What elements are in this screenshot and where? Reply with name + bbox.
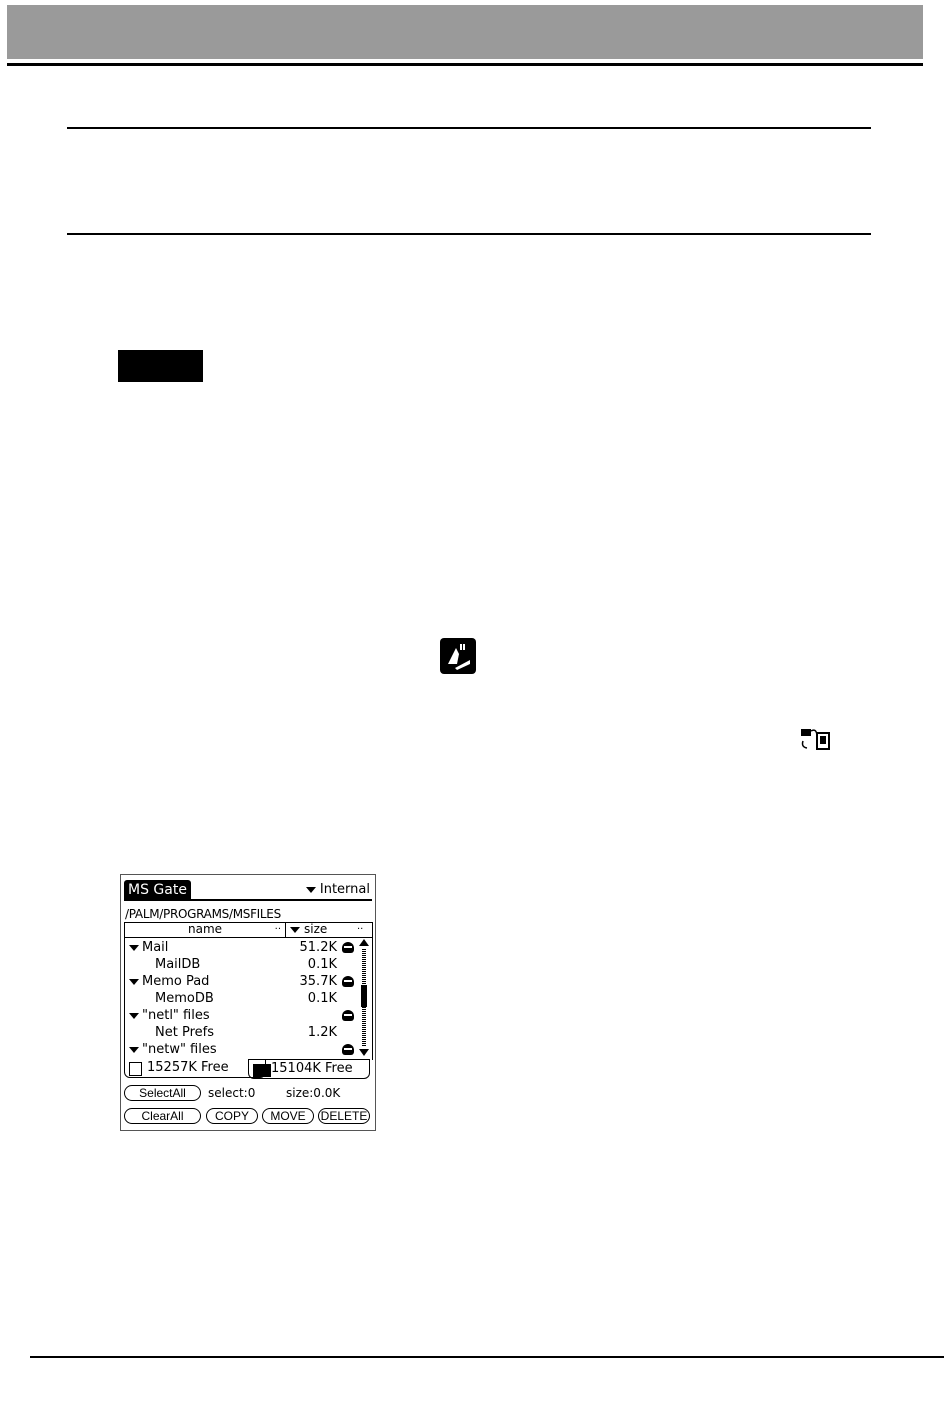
list-scrollbar[interactable]	[359, 939, 370, 1057]
name-column-header[interactable]	[125, 923, 286, 937]
expand-triangle-icon[interactable]	[129, 1047, 139, 1053]
clear-all-button[interactable]: ClearAll	[124, 1108, 201, 1124]
item-size: 0.1K	[307, 957, 337, 972]
copy-button[interactable]: COPY	[206, 1108, 258, 1124]
device-label: Internal	[319, 882, 370, 897]
size-column-header[interactable]	[287, 921, 364, 937]
list-item[interactable]	[125, 990, 357, 1007]
database-icon	[342, 976, 354, 987]
title-bar	[124, 880, 372, 902]
file-list	[124, 922, 373, 1060]
ms-gate-screenshot	[120, 874, 376, 1131]
device-selector[interactable]	[306, 882, 370, 897]
scroll-down-arrow-icon[interactable]	[359, 1049, 369, 1056]
database-icon	[342, 1044, 354, 1055]
item-size: 1.2K	[307, 1025, 337, 1040]
item-name: Mail	[142, 940, 169, 955]
item-name: "netl" files	[142, 1008, 210, 1023]
list-item[interactable]	[125, 1041, 357, 1058]
list-item[interactable]	[125, 1024, 357, 1041]
title-underline	[124, 899, 372, 901]
item-size: 0.1K	[307, 991, 337, 1006]
item-name: "netw" files	[142, 1042, 217, 1057]
dropdown-triangle-icon	[306, 887, 316, 893]
scroll-up-arrow-icon[interactable]	[359, 939, 369, 946]
item-size: 51.2K	[299, 940, 337, 955]
item-name: Memo Pad	[142, 974, 210, 989]
memory-stick-icon	[253, 1064, 271, 1077]
list-item[interactable]	[125, 939, 357, 956]
footer-rule	[30, 1356, 944, 1358]
folder-path: /PALM/PROGRAMS/MSFILES	[125, 907, 281, 921]
delete-button[interactable]: DELETE	[318, 1108, 370, 1124]
ms-gate-app-icon	[440, 638, 476, 674]
handheld-icon	[129, 1062, 142, 1076]
column-header	[125, 923, 372, 938]
name-column-label: name	[187, 922, 223, 936]
list-item[interactable]	[125, 1007, 357, 1024]
header-rule	[7, 63, 923, 66]
scroll-thumb[interactable]	[361, 985, 367, 1007]
move-button[interactable]: MOVE	[262, 1108, 314, 1124]
header-band	[7, 5, 923, 59]
select-count: select:0	[208, 1086, 256, 1100]
hotsync-icon	[799, 727, 831, 751]
card-free-label: 15104K Free	[271, 1061, 353, 1076]
database-icon	[342, 1010, 354, 1021]
internal-free-label: 15257K Free	[147, 1060, 229, 1075]
item-name: MailDB	[155, 957, 201, 972]
expand-triangle-icon[interactable]	[129, 979, 139, 985]
expand-triangle-icon[interactable]	[129, 1013, 139, 1019]
list-item[interactable]	[125, 973, 357, 990]
item-size: 35.7K	[299, 974, 337, 989]
expand-triangle-icon[interactable]	[129, 945, 139, 951]
list-item[interactable]	[125, 956, 357, 973]
section-rule-top	[67, 127, 871, 129]
memory-stick-tab[interactable]	[248, 1059, 370, 1079]
item-name: MemoDB	[155, 991, 214, 1006]
database-icon	[342, 942, 354, 953]
file-rows	[125, 939, 357, 1058]
internal-storage-tab[interactable]	[124, 1059, 266, 1078]
note-tab	[118, 350, 203, 382]
item-name: Net Prefs	[155, 1025, 214, 1040]
section-rule-bottom	[67, 233, 871, 235]
select-size: size:0.0K	[286, 1086, 341, 1100]
size-column-more: ..	[357, 921, 364, 932]
size-column-label: size	[304, 922, 328, 936]
storage-tabs	[124, 1059, 371, 1079]
select-all-button[interactable]: SelectAll	[124, 1085, 201, 1101]
name-column-more: ..	[274, 921, 281, 932]
app-title: MS Gate	[124, 880, 191, 900]
sort-triangle-icon	[290, 927, 300, 933]
